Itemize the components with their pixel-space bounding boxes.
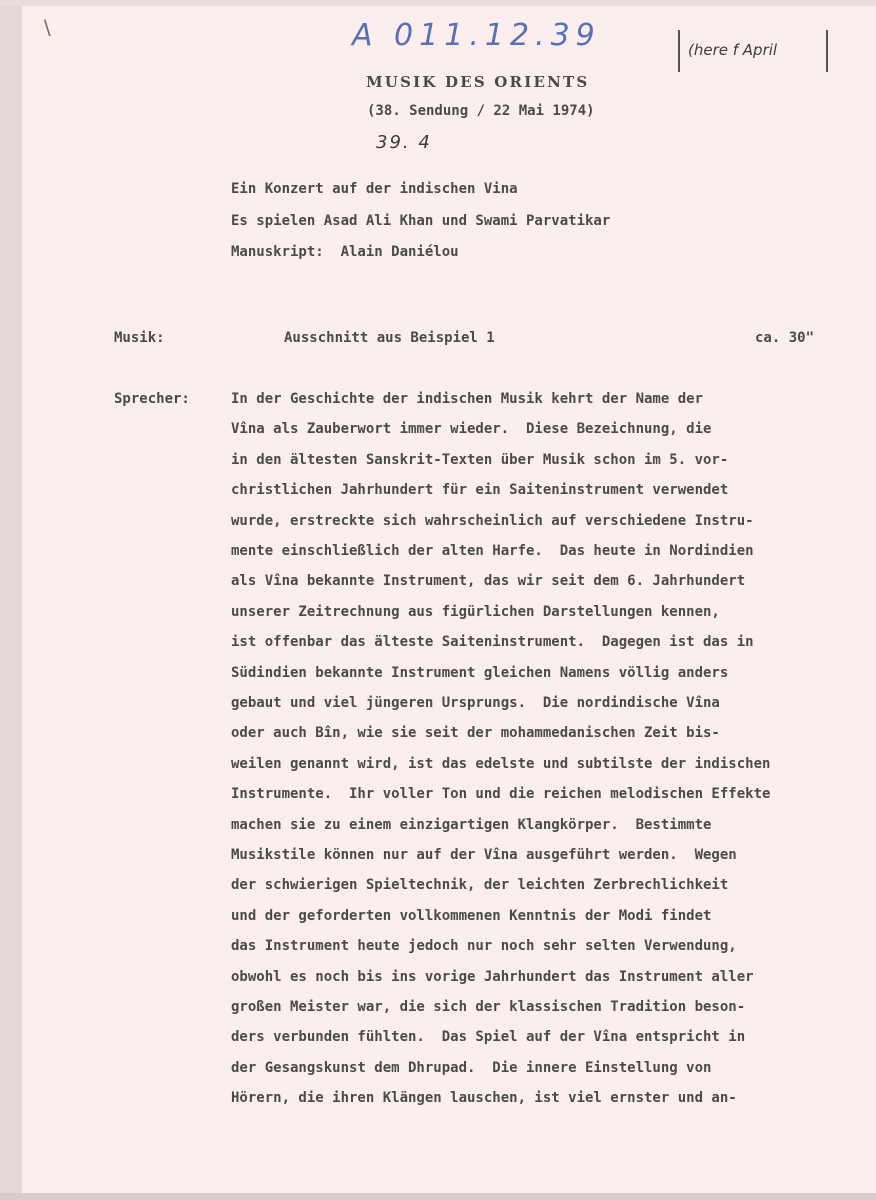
- sprecher-line: der schwierigen Spieltechnik, der leichten Zerbrechlichkeit: [231, 877, 729, 894]
- sprecher-line: wurde, erstreckte sich wahrscheinlich auf verschiedene Instru-: [231, 512, 754, 529]
- intro-line: Es spielen Asad Ali Khan und Swami Parvatikar: [231, 213, 611, 229]
- sprecher-line: mente einschließlich der alten Harfe. Das heute in Nordindien: [231, 543, 754, 559]
- sprecher-line: obwohl es noch bis ins vorige Jahrhundert das Instrument aller: [231, 968, 754, 985]
- sprecher-line: Vîna als Zauberwort immer wieder. Diese Bezeichnung, die: [231, 421, 712, 438]
- page-top-edge: [0, 0, 876, 6]
- sprecher-label: Sprecher:: [114, 391, 190, 407]
- page-bottom-edge: [0, 1193, 876, 1200]
- sprecher-line: und der geforderten vollkommenen Kenntnis der Modi findet: [231, 907, 712, 924]
- sprecher-line: das Instrument heute jedoch nur noch sehr selten Verwendung,: [231, 938, 737, 955]
- sprecher-line: In der Geschichte der indischen Musik kehrt der Name der: [231, 391, 704, 407]
- sprecher-line: unserer Zeitrechnung aus figürlichen Darstellungen kennen,: [231, 603, 720, 620]
- musik-duration: ca. 30": [755, 330, 815, 346]
- musik-text: Ausschnitt aus Beispiel 1: [284, 330, 495, 346]
- sprecher-line: als Vîna bekannte Instrument, das wir seit dem 6. Jahrhundert: [231, 573, 746, 590]
- sprecher-line: machen sie zu einem einzigartigen Klangkörper. Bestimmte: [231, 816, 712, 833]
- sprecher-line: christlichen Jahrhundert für ein Saiteninstrument verwendet: [231, 482, 729, 499]
- sprecher-line: Südindien bekannte Instrument gleichen Namens völlig anders: [231, 664, 729, 681]
- handwritten-episode-number: 39. 4: [376, 132, 432, 153]
- page-left-edge: [0, 0, 22, 1200]
- sprecher-line: großen Meister war, die sich der klassischen Tradition beson-: [231, 999, 746, 1015]
- sprecher-line: ist offenbar das älteste Saiteninstrument. Dagegen ist das in: [231, 634, 754, 651]
- sprecher-line: oder auch Bîn, wie sie seit der mohammedanischen Zeit bis-: [231, 725, 720, 742]
- sprecher-line: ders verbunden fühlten. Das Spiel auf der Vîna entspricht in: [231, 1029, 746, 1046]
- corner-note: (here f April: [678, 30, 828, 72]
- sprecher-line: Musikstile können nur auf der Vîna ausgeführt werden. Wegen: [231, 847, 737, 863]
- intro-line: Ein Konzert auf der indischen Vina: [231, 181, 518, 197]
- staple-mark-icon: ∖: [40, 16, 53, 40]
- broadcast-subtitle: (38. Sendung / 22 Mai 1974): [367, 103, 595, 119]
- sprecher-line: Hörern, die ihren Klängen lauschen, ist viel ernster und an-: [231, 1090, 737, 1107]
- sprecher-line: in den ältesten Sanskrit-Texten über Musik schon im 5. vor-: [231, 451, 729, 468]
- intro-line: Manuskript: Alain Daniélou: [231, 244, 459, 260]
- sprecher-line: Instrumente. Ihr voller Ton und die reichen melodischen Effekte: [231, 786, 771, 803]
- archive-number: A 011.12.39: [352, 18, 601, 53]
- sprecher-line: der Gesangskunst dem Dhrupad. Die innere Einstellung von: [231, 1059, 712, 1076]
- sprecher-line: gebaut und viel jüngeren Ursprungs. Die nordindische Vîna: [231, 695, 720, 711]
- sprecher-line: weilen genannt wird, ist das edelste und subtilste der indischen: [231, 755, 771, 772]
- musik-label: Musik:: [114, 330, 165, 346]
- document-title: MUSIK DES ORIENTS: [366, 73, 590, 91]
